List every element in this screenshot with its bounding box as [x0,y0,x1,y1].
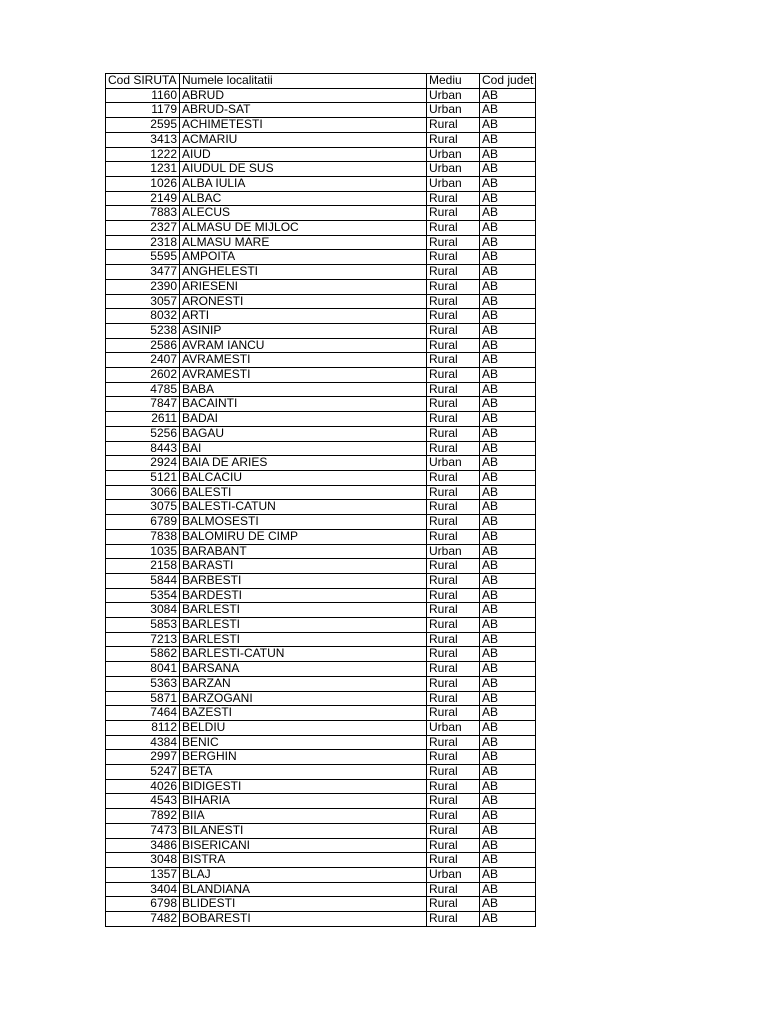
cod-judet-cell: AB [480,573,536,588]
locality-name-cell: BILANESTI [180,823,427,838]
locality-name-cell: BELDIU [180,720,427,735]
mediu-cell: Rural [427,309,480,324]
mediu-cell: Rural [427,500,480,515]
locality-name-cell: BARDESTI [180,588,427,603]
mediu-cell: Urban [427,147,480,162]
mediu-cell: Rural [427,618,480,633]
cod-siruta-cell: 8032 [106,309,180,324]
mediu-cell: Rural [427,515,480,530]
table-row [106,632,536,647]
mediu-cell: Rural [427,397,480,412]
locality-name-cell: AIUDUL DE SUS [180,162,427,177]
table-row [106,691,536,706]
locality-name-cell: BARLESTI [180,618,427,633]
cod-siruta-cell: 2586 [106,338,180,353]
cod-judet-cell: AB [480,412,536,427]
cod-judet-cell: AB [480,662,536,677]
cod-siruta-cell: 4785 [106,382,180,397]
table-row [106,456,536,471]
cod-judet-cell: AB [480,912,536,927]
table-row [106,470,536,485]
locality-name-cell: BIIA [180,809,427,824]
mediu-cell: Rural [427,676,480,691]
cod-judet-cell: AB [480,118,536,133]
locality-name-cell: ACHIMETESTI [180,118,427,133]
locality-name-cell: BIDIGESTI [180,779,427,794]
table-row [106,103,536,118]
table-row [106,779,536,794]
table-row [106,412,536,427]
cod-judet-cell: AB [480,676,536,691]
cod-judet-cell: AB [480,823,536,838]
cod-judet-cell: AB [480,794,536,809]
locality-name-cell: ALMASU DE MIJLOC [180,221,427,236]
locality-name-cell: AIUD [180,147,427,162]
mediu-cell: Rural [427,765,480,780]
locality-name-cell: BARZAN [180,676,427,691]
table-row [106,809,536,824]
locality-name-cell: ARIESENI [180,279,427,294]
table-row [106,500,536,515]
mediu-cell: Rural [427,691,480,706]
mediu-cell: Rural [427,750,480,765]
cod-siruta-cell: 3066 [106,485,180,500]
cod-judet-cell: AB [480,706,536,721]
cod-siruta-cell: 3477 [106,265,180,280]
cod-judet-cell: AB [480,88,536,103]
mediu-cell: Rural [427,323,480,338]
cod-siruta-cell: 3404 [106,882,180,897]
table-row [106,794,536,809]
locality-name-cell: BETA [180,765,427,780]
table-row [106,618,536,633]
table-row [106,221,536,236]
mediu-cell: Rural [427,647,480,662]
table-row [106,88,536,103]
table-row [106,206,536,221]
cod-judet-cell: AB [480,882,536,897]
cod-judet-cell: AB [480,588,536,603]
locality-name-cell: BALESTI [180,485,427,500]
cod-siruta-cell: 1231 [106,162,180,177]
cod-siruta-cell: 2611 [106,412,180,427]
locality-name-cell: BAZESTI [180,706,427,721]
cod-siruta-cell: 7482 [106,912,180,927]
table-row [106,676,536,691]
localities-table [105,73,536,927]
cod-siruta-cell: 2997 [106,750,180,765]
table-row [106,118,536,133]
mediu-cell: Rural [427,559,480,574]
cod-siruta-cell: 1160 [106,88,180,103]
table-row [106,603,536,618]
header-mediu: Mediu [427,74,480,89]
mediu-cell: Rural [427,265,480,280]
locality-name-cell: BISERICANI [180,838,427,853]
locality-name-cell: BLANDIANA [180,882,427,897]
cod-siruta-cell: 7883 [106,206,180,221]
locality-name-cell: ANGHELESTI [180,265,427,280]
table-row [106,662,536,677]
mediu-cell: Rural [427,838,480,853]
cod-judet-cell: AB [480,353,536,368]
table-row [106,353,536,368]
table-row [106,441,536,456]
cod-judet-cell: AB [480,309,536,324]
cod-siruta-cell: 2595 [106,118,180,133]
table-row [106,706,536,721]
cod-judet-cell: AB [480,853,536,868]
mediu-cell: Rural [427,573,480,588]
locality-name-cell: BALESTI-CATUN [180,500,427,515]
table-row [106,559,536,574]
cod-siruta-cell: 3048 [106,853,180,868]
cod-judet-cell: AB [480,426,536,441]
cod-siruta-cell: 3413 [106,132,180,147]
table-row [106,823,536,838]
locality-name-cell: ASINIP [180,323,427,338]
table-row [106,265,536,280]
table-row [106,647,536,662]
locality-name-cell: ALECUS [180,206,427,221]
cod-siruta-cell: 3084 [106,603,180,618]
cod-siruta-cell: 5844 [106,573,180,588]
cod-judet-cell: AB [480,235,536,250]
cod-siruta-cell: 4384 [106,735,180,750]
cod-judet-cell: AB [480,544,536,559]
locality-name-cell: BENIC [180,735,427,750]
mediu-cell: Rural [427,853,480,868]
cod-siruta-cell: 1179 [106,103,180,118]
cod-siruta-cell: 8041 [106,662,180,677]
mediu-cell: Rural [427,353,480,368]
mediu-cell: Rural [427,206,480,221]
locality-name-cell: BADAI [180,412,427,427]
cod-judet-cell: AB [480,779,536,794]
cod-siruta-cell: 5256 [106,426,180,441]
locality-name-cell: ALBAC [180,191,427,206]
cod-judet-cell: AB [480,397,536,412]
table-row [106,588,536,603]
cod-siruta-cell: 5595 [106,250,180,265]
table-row [106,485,536,500]
mediu-cell: Rural [427,706,480,721]
table-row [106,279,536,294]
cod-siruta-cell: 5238 [106,323,180,338]
table-row [106,867,536,882]
mediu-cell: Urban [427,176,480,191]
cod-judet-cell: AB [480,809,536,824]
cod-siruta-cell: 7473 [106,823,180,838]
locality-name-cell: BARZOGANI [180,691,427,706]
locality-name-cell: BALCACIU [180,470,427,485]
table-row [106,397,536,412]
locality-name-cell: BARSANA [180,662,427,677]
cod-siruta-cell: 2602 [106,368,180,383]
cod-siruta-cell: 1035 [106,544,180,559]
locality-name-cell: BARLESTI-CATUN [180,647,427,662]
locality-name-cell: AVRAMESTI [180,368,427,383]
mediu-cell: Rural [427,132,480,147]
mediu-cell: Urban [427,103,480,118]
cod-judet-cell: AB [480,500,536,515]
header-row [106,74,536,89]
mediu-cell: Rural [427,912,480,927]
mediu-cell: Urban [427,88,480,103]
cod-judet-cell: AB [480,441,536,456]
table-row [106,912,536,927]
mediu-cell: Urban [427,867,480,882]
locality-name-cell: BERGHIN [180,750,427,765]
cod-judet-cell: AB [480,132,536,147]
mediu-cell: Urban [427,544,480,559]
table-row [106,897,536,912]
cod-siruta-cell: 7213 [106,632,180,647]
cod-judet-cell: AB [480,838,536,853]
cod-judet-cell: AB [480,720,536,735]
table-row [106,735,536,750]
table-row [106,176,536,191]
cod-siruta-cell: 8112 [106,720,180,735]
cod-siruta-cell: 2149 [106,191,180,206]
cod-siruta-cell: 3057 [106,294,180,309]
cod-siruta-cell: 2390 [106,279,180,294]
table-row [106,382,536,397]
locality-name-cell: ABRUD [180,88,427,103]
table-row [106,720,536,735]
cod-siruta-cell: 5853 [106,618,180,633]
cod-judet-cell: AB [480,603,536,618]
mediu-cell: Rural [427,882,480,897]
cod-siruta-cell: 6798 [106,897,180,912]
mediu-cell: Rural [427,794,480,809]
locality-name-cell: BOBARESTI [180,912,427,927]
cod-siruta-cell: 3486 [106,838,180,853]
mediu-cell: Rural [427,529,480,544]
mediu-cell: Rural [427,250,480,265]
table-row [106,515,536,530]
locality-name-cell: BARBESTI [180,573,427,588]
mediu-cell: Rural [427,662,480,677]
cod-siruta-cell: 2327 [106,221,180,236]
cod-judet-cell: AB [480,265,536,280]
locality-name-cell: AVRAMESTI [180,353,427,368]
cod-siruta-cell: 2158 [106,559,180,574]
cod-siruta-cell: 2318 [106,235,180,250]
table-row [106,838,536,853]
table-row [106,323,536,338]
mediu-cell: Rural [427,412,480,427]
locality-name-cell: BARLESTI [180,632,427,647]
table-row [106,250,536,265]
cod-judet-cell: AB [480,323,536,338]
mediu-cell: Rural [427,221,480,236]
mediu-cell: Rural [427,897,480,912]
mediu-cell: Rural [427,338,480,353]
cod-judet-cell: AB [480,867,536,882]
cod-siruta-cell: 3075 [106,500,180,515]
cod-judet-cell: AB [480,382,536,397]
mediu-cell: Rural [427,588,480,603]
cod-judet-cell: AB [480,294,536,309]
cod-judet-cell: AB [480,765,536,780]
table-row [106,162,536,177]
cod-siruta-cell: 5871 [106,691,180,706]
cod-judet-cell: AB [480,279,536,294]
cod-judet-cell: AB [480,735,536,750]
table-row [106,191,536,206]
cod-siruta-cell: 7464 [106,706,180,721]
mediu-cell: Rural [427,603,480,618]
locality-name-cell: ALBA IULIA [180,176,427,191]
mediu-cell: Rural [427,470,480,485]
cod-judet-cell: AB [480,162,536,177]
mediu-cell: Rural [427,382,480,397]
mediu-cell: Rural [427,191,480,206]
locality-name-cell: BARASTI [180,559,427,574]
cod-siruta-cell: 5247 [106,765,180,780]
mediu-cell: Rural [427,118,480,133]
cod-siruta-cell: 2924 [106,456,180,471]
mediu-cell: Urban [427,720,480,735]
cod-siruta-cell: 1026 [106,176,180,191]
locality-name-cell: BAIA DE ARIES [180,456,427,471]
cod-siruta-cell: 8443 [106,441,180,456]
locality-name-cell: ABRUD-SAT [180,103,427,118]
mediu-cell: Rural [427,441,480,456]
cod-judet-cell: AB [480,147,536,162]
locality-name-cell: BARLESTI [180,603,427,618]
table-row [106,529,536,544]
table-row [106,853,536,868]
cod-judet-cell: AB [480,206,536,221]
cod-judet-cell: AB [480,618,536,633]
cod-siruta-cell: 1357 [106,867,180,882]
table-row [106,426,536,441]
locality-name-cell: ARTI [180,309,427,324]
mediu-cell: Rural [427,279,480,294]
cod-judet-cell: AB [480,250,536,265]
cod-judet-cell: AB [480,456,536,471]
locality-name-cell: BIHARIA [180,794,427,809]
mediu-cell: Rural [427,368,480,383]
locality-name-cell: BALMOSESTI [180,515,427,530]
cod-judet-cell: AB [480,338,536,353]
cod-siruta-cell: 6789 [106,515,180,530]
table-row [106,147,536,162]
cod-siruta-cell: 4543 [106,794,180,809]
cod-judet-cell: AB [480,176,536,191]
cod-judet-cell: AB [480,632,536,647]
cod-siruta-cell: 5354 [106,588,180,603]
locality-name-cell: ACMARIU [180,132,427,147]
table-row [106,544,536,559]
cod-judet-cell: AB [480,221,536,236]
cod-judet-cell: AB [480,559,536,574]
cod-judet-cell: AB [480,368,536,383]
header-cod-judet: Cod judet [480,74,536,89]
mediu-cell: Rural [427,632,480,647]
mediu-cell: Urban [427,162,480,177]
locality-name-cell: BALOMIRU DE CIMP [180,529,427,544]
cod-siruta-cell: 4026 [106,779,180,794]
cod-siruta-cell: 2407 [106,353,180,368]
mediu-cell: Rural [427,485,480,500]
cod-judet-cell: AB [480,897,536,912]
cod-siruta-cell: 1222 [106,147,180,162]
cod-siruta-cell: 5862 [106,647,180,662]
table-row [106,368,536,383]
cod-judet-cell: AB [480,515,536,530]
table-row [106,294,536,309]
cod-siruta-cell: 7847 [106,397,180,412]
locality-name-cell: BLAJ [180,867,427,882]
header-cod-siruta: Cod SIRUTA [106,74,180,89]
mediu-cell: Rural [427,809,480,824]
cod-judet-cell: AB [480,485,536,500]
cod-judet-cell: AB [480,691,536,706]
locality-name-cell: ALMASU MARE [180,235,427,250]
locality-name-cell: BABA [180,382,427,397]
locality-name-cell: BAI [180,441,427,456]
table-row [106,309,536,324]
locality-name-cell: BAGAU [180,426,427,441]
header-numele-localitatii: Numele localitatii [180,74,427,89]
table-row [106,338,536,353]
table-row [106,750,536,765]
mediu-cell: Rural [427,294,480,309]
cod-judet-cell: AB [480,647,536,662]
locality-name-cell: BLIDESTI [180,897,427,912]
cod-judet-cell: AB [480,470,536,485]
mediu-cell: Rural [427,426,480,441]
cod-judet-cell: AB [480,750,536,765]
cod-siruta-cell: 7838 [106,529,180,544]
cod-siruta-cell: 5363 [106,676,180,691]
mediu-cell: Rural [427,823,480,838]
table-row [106,765,536,780]
locality-name-cell: AVRAM IANCU [180,338,427,353]
mediu-cell: Rural [427,779,480,794]
cod-judet-cell: AB [480,529,536,544]
locality-name-cell: ARONESTI [180,294,427,309]
locality-name-cell: BARABANT [180,544,427,559]
mediu-cell: Rural [427,735,480,750]
mediu-cell: Rural [427,235,480,250]
table-row [106,132,536,147]
table-row [106,235,536,250]
table-row [106,882,536,897]
cod-judet-cell: AB [480,103,536,118]
mediu-cell: Urban [427,456,480,471]
table-row [106,573,536,588]
locality-name-cell: BISTRA [180,853,427,868]
cod-judet-cell: AB [480,191,536,206]
cod-siruta-cell: 7892 [106,809,180,824]
locality-name-cell: AMPOITA [180,250,427,265]
locality-name-cell: BACAINTI [180,397,427,412]
cod-siruta-cell: 5121 [106,470,180,485]
